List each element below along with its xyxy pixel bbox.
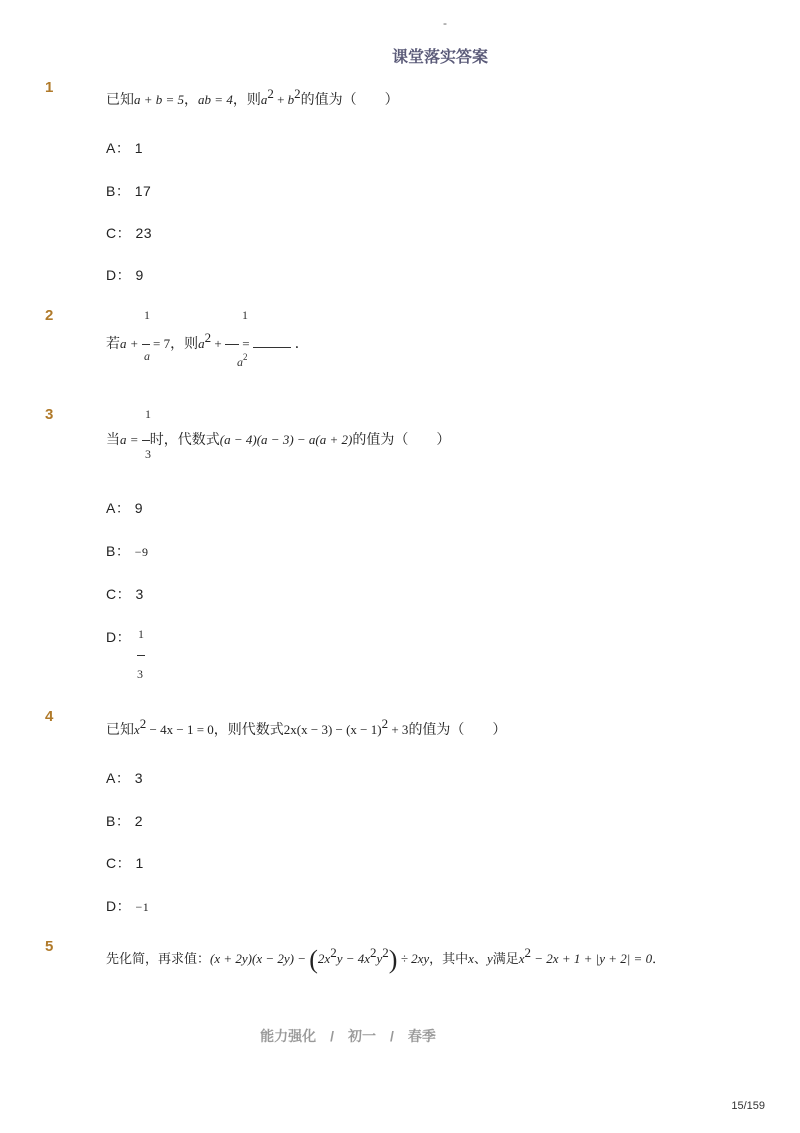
option-value: 2	[134, 813, 144, 829]
stem-math: +	[211, 336, 225, 351]
stem-math: (x + 2y)(x − 2y) −	[210, 951, 310, 966]
stem-text: ，	[184, 91, 199, 107]
stem-math: x	[468, 951, 474, 966]
stem-math: = 7	[149, 336, 171, 351]
answer-blank[interactable]	[253, 337, 291, 348]
stem-math: a =	[120, 432, 142, 447]
stem-exponent: 2	[524, 945, 532, 960]
stem-text: ，则	[170, 335, 199, 351]
option-value: 3	[134, 770, 144, 786]
option-value: 9	[134, 500, 144, 516]
stem-math: (a − 4)(a − 3) − a(a + 2)	[219, 432, 353, 447]
option-d-numerator: 1	[138, 627, 144, 641]
fraction-denominator: $a^2$	[237, 352, 248, 369]
question-number: 2	[45, 307, 54, 324]
page-number: 15/159	[731, 1100, 765, 1112]
fraction-denominator: 3	[145, 447, 151, 461]
stem-text: 时，代数式	[149, 431, 220, 447]
stem-exponent: 2	[267, 86, 274, 101]
footer-breadcrumb: 能力强化 / 初一 / 春季	[260, 1028, 436, 1044]
header-dash: -	[443, 16, 447, 30]
stem-math: y	[376, 951, 383, 966]
stem-math: +	[273, 92, 288, 107]
option-d[interactable]	[106, 265, 144, 285]
option-b[interactable]	[106, 811, 143, 831]
stem-text: 若	[106, 335, 120, 351]
stem-text: 先化简，再求值：	[106, 951, 211, 966]
option-value: 1	[134, 140, 144, 156]
stem-text: 的值为（ ）	[300, 91, 399, 107]
option-value: 17	[134, 183, 152, 199]
option-value: 9	[135, 267, 144, 283]
option-d[interactable]	[106, 627, 131, 647]
stem-exponent: 2	[382, 945, 389, 960]
stem-text: 当	[106, 431, 120, 447]
option-value: 1	[135, 855, 144, 871]
question-3-stem	[106, 429, 450, 449]
stem-math: y	[486, 951, 493, 966]
fraction-numerator: 1	[144, 308, 150, 322]
stem-exponent: 2	[294, 86, 301, 101]
option-b[interactable]	[106, 181, 151, 201]
stem-math: a +	[120, 336, 142, 351]
option-label: A：	[106, 140, 131, 156]
stem-math: a + b = 5	[134, 92, 185, 107]
question-2-stem	[106, 330, 309, 353]
fraction-bar	[142, 440, 150, 441]
stem-math: b	[287, 92, 295, 107]
question-number: 4	[45, 708, 54, 725]
option-label: D：	[106, 898, 132, 914]
option-label: B：	[106, 813, 131, 829]
stem-paren: (	[309, 945, 318, 974]
stem-math: ab = 4	[198, 92, 233, 107]
question-number: 5	[45, 938, 54, 955]
question-number: 3	[45, 406, 54, 423]
stem-text: ，则	[232, 91, 261, 107]
option-a[interactable]	[106, 768, 143, 788]
option-label: A：	[106, 770, 131, 786]
stem-exponent: 2	[381, 716, 389, 731]
stem-math: x	[518, 951, 525, 966]
option-label: A：	[106, 500, 131, 516]
option-value: 23	[135, 225, 153, 241]
option-label: D：	[106, 629, 132, 645]
option-d[interactable]	[106, 896, 149, 916]
option-d-fraction-bar	[137, 655, 145, 656]
option-label: B：	[106, 543, 131, 559]
question-5-stem	[106, 945, 665, 975]
option-label: C：	[106, 586, 132, 602]
fraction-bar	[142, 344, 150, 345]
stem-text: ，则代数式	[213, 721, 284, 737]
stem-text: 的值为（ ）	[352, 431, 451, 447]
stem-exponent: 2	[330, 945, 337, 960]
stem-math: =	[238, 336, 253, 351]
stem-math: 2x(x − 3) − (x − 1)	[283, 722, 382, 737]
stem-math: a	[198, 336, 205, 351]
question-1-stem	[106, 86, 399, 109]
option-value: 3	[135, 586, 144, 602]
stem-math: y − 4x	[336, 951, 370, 966]
stem-math: ÷ 2xy	[397, 951, 430, 966]
stem-text: 的值为（ ）	[408, 721, 507, 737]
stem-math: − 2x + 1 + |y + 2| = 0	[531, 951, 653, 966]
option-a[interactable]	[106, 138, 143, 158]
option-c[interactable]	[106, 853, 144, 873]
fraction-numerator: 1	[242, 308, 248, 322]
option-label: C：	[106, 855, 132, 871]
option-b[interactable]	[106, 541, 149, 561]
stem-text: ．	[652, 951, 666, 966]
stem-text: ．	[294, 335, 309, 351]
fraction-numerator: 1	[145, 407, 151, 421]
stem-math: − 4x − 1 = 0	[146, 722, 214, 737]
question-number: 1	[45, 79, 54, 96]
stem-exponent: 2	[370, 945, 377, 960]
option-value: −1	[135, 900, 150, 914]
stem-text: 满足	[492, 951, 519, 966]
option-d-denominator: 3	[137, 667, 143, 681]
stem-math: + 3	[388, 722, 409, 737]
option-label: C：	[106, 225, 132, 241]
fraction-denominator: a	[144, 349, 150, 363]
stem-math: a	[260, 92, 268, 107]
option-label: B：	[106, 183, 131, 199]
option-label: D：	[106, 267, 132, 283]
page-title: 课堂落实答案	[391, 49, 488, 66]
stem-math: x	[134, 722, 140, 737]
stem-paren: )	[388, 945, 398, 974]
stem-exponent: 2	[204, 330, 212, 345]
question-4-stem	[106, 716, 506, 739]
stem-text: ，其中	[429, 951, 469, 966]
stem-text: 已知	[106, 721, 134, 737]
option-c[interactable]	[106, 584, 144, 604]
fraction-bar	[225, 344, 239, 345]
option-a[interactable]	[106, 498, 143, 518]
option-value: −9	[134, 545, 149, 559]
option-c[interactable]	[106, 223, 152, 243]
stem-text: 、	[473, 951, 487, 966]
stem-exponent: 2	[139, 716, 147, 731]
stem-math: 2x	[317, 951, 331, 966]
stem-text: 已知	[106, 91, 134, 107]
